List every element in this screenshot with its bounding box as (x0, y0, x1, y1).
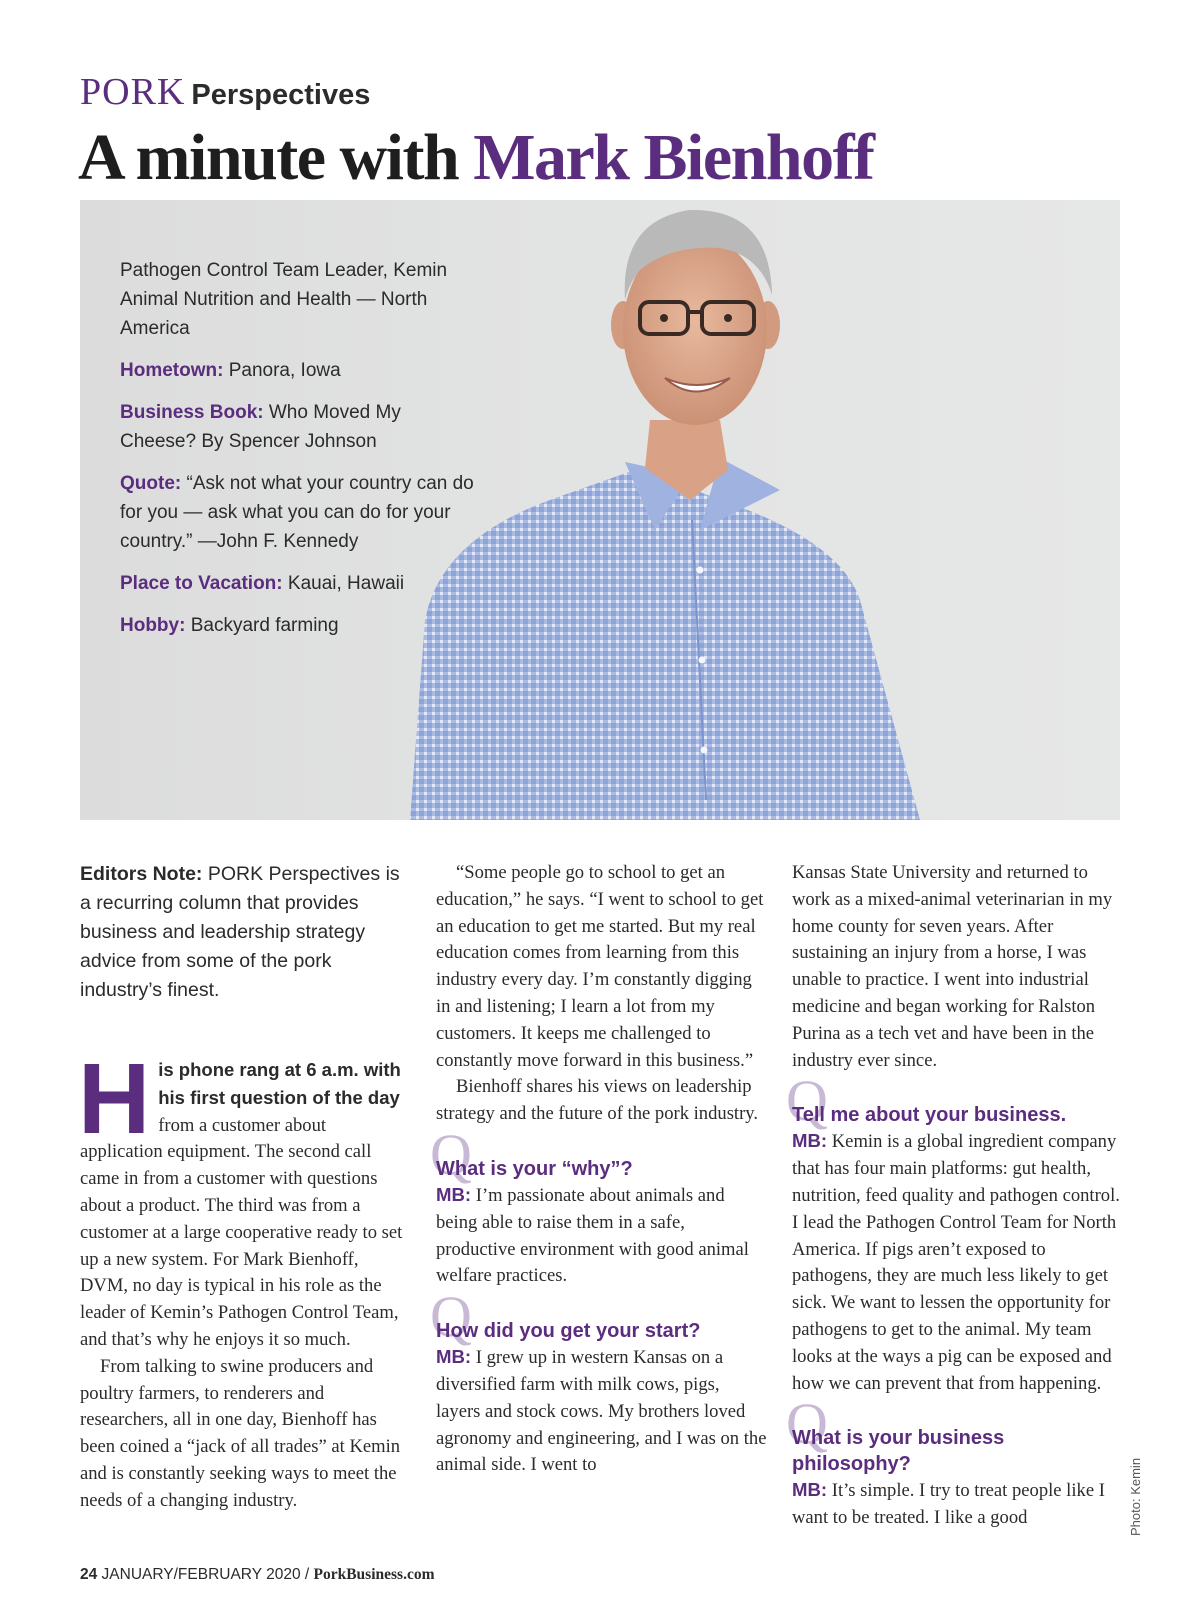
answer-1-text: I’m passionate about animals and being able to raise them in a safe, productive environment with good animal welfare practices. (436, 1184, 749, 1287)
mb-label: MB: (436, 1346, 472, 1368)
answer-2-text: I grew up in western Kansas on a diversified farm with milk cows, pigs, layers and stock cows. My brothers loved agronomy and engineering, and I was on the animal side. I went to (436, 1347, 767, 1476)
article-title (78, 120, 874, 196)
book-value: Who Moved My Cheese? By Spencer Johnson (120, 402, 401, 452)
title-lead: A minute with (78, 121, 474, 194)
answer-2-continued: Kansas State University and returned to work as a mixed-animal veterinarian in my home county for seven years. After sustaining an injury from a horse, I was unable to practice. I went into industrial medicine and began working for Ralston Purina as a tech vet and have been in the industry ever since. (792, 862, 1113, 1071)
page-footer (80, 1566, 434, 1584)
book-label: Business Book: (120, 402, 264, 423)
answer-2 (436, 1344, 768, 1479)
q-mark-icon: Q (430, 1284, 472, 1350)
q-mark-icon: Q (786, 1391, 828, 1457)
answer-4 (792, 1477, 1122, 1532)
lead-in: is phone rang at 6 a.m. with his first question of the day (158, 1059, 401, 1108)
vacation-value: Kauai, Hawaii (282, 573, 405, 594)
q-mark-icon: Q (786, 1068, 828, 1134)
section-name: Perspectives (191, 79, 371, 111)
profile-quote (120, 469, 480, 556)
portrait-photo (80, 200, 1120, 820)
issue-date: JANUARY/FEBRUARY 2020 / (97, 1566, 314, 1583)
photo-credit: Photo: Kemin (1128, 1457, 1143, 1536)
answer-1 (436, 1182, 768, 1290)
mb-label: MB: (436, 1183, 472, 1205)
question-1 (430, 1121, 768, 1187)
question-3-text: Tell me about your business. (792, 1104, 1067, 1127)
question-2 (430, 1284, 768, 1350)
question-4 (786, 1391, 1122, 1477)
mb-label: MB: (792, 1479, 828, 1501)
profile-hometown (120, 356, 480, 385)
mb-label: MB: (792, 1130, 828, 1152)
section-header (80, 70, 370, 114)
vacation-label: Place to Vacation: (120, 573, 283, 594)
article-column-3 (786, 860, 1122, 1532)
editor-note (80, 860, 410, 1005)
paragraph-3: “Some people go to school to get an education,” he says. “I went to school to get an education to get me started. But my real education comes from learning from this industry every day. I’m constantly digging in and listening; I learn a lot from my customers. It keeps me challenged to constantly move forward in this business.” (436, 862, 764, 1071)
hometown-label: Hometown: (120, 360, 224, 381)
answer-3 (792, 1128, 1122, 1397)
profile-hobby (120, 611, 480, 640)
q-mark-icon: Q (430, 1121, 472, 1187)
profile-vacation (120, 569, 480, 598)
profile-book (120, 398, 480, 456)
paragraph-1-text: from a customer about application equipment. The second call came in from a customer with questions about a product. The third was from a customer at a large cooperative ready to set up a new system. For Mark Bienhoff, DVM, no day is typical in his role as the leader of Kemin’s Pathogen Control Team, and that’s why he enjoys it so much. (80, 1114, 403, 1350)
paragraph-2: From talking to swine producers and poultry farmers, to renderers and researchers, all in one day, Bienhoff has been coined a “jack of all trades” at Kemin and is constantly seeking ways to meet the needs of a changing industry. (80, 1355, 401, 1511)
hobby-value: Backyard farming (185, 615, 339, 636)
website-link[interactable]: PorkBusiness.com (313, 1566, 435, 1583)
profile-role: Pathogen Control Team Leader, Kemin Animal Nutrition and Health — North America (120, 260, 448, 339)
editor-note-text: PORK Perspectives is a recurring column that provides business and leadership strategy advice from some of the pork industry’s finest. (80, 863, 400, 1001)
question-2-text: How did you get your start? (436, 1320, 701, 1343)
answer-4-text: It’s simple. I try to treat people like I want to be treated. I like a good (792, 1480, 1105, 1529)
page-number: 24 (80, 1566, 98, 1583)
profile-box (120, 256, 480, 653)
question-1-text: What is your “why”? (436, 1157, 633, 1180)
quote-value: “Ask not what your country can do for you — ask what you can do for your country.” —John F. Kennedy (120, 473, 474, 552)
article-intro (78, 1043, 410, 1354)
hometown-value: Panora, Iowa (223, 360, 341, 381)
editor-note-label: Editors Note: (80, 863, 203, 885)
answer-3-text: Kemin is a global ingredient company that has four main platforms: gut health, nutrition, feed quality and pathogen control. I lead the Pathogen Control Team for North America. If pigs aren’t exposed to pathogens, they are much less likely to get sick. We want to lessen the opportunity for pathogens to get to the animal. My team looks at the ways a pig can be exposed and how we can prevent that from happening. (792, 1131, 1120, 1394)
hobby-label: Hobby: (120, 615, 186, 636)
question-3 (786, 1068, 1122, 1134)
paragraph-4: Bienhoff shares his views on leadership strategy and the future of the pork industry. (436, 1076, 759, 1125)
article-column-1 (80, 860, 410, 1515)
drop-cap: H (78, 1043, 151, 1155)
section-brand: PORK (80, 71, 186, 113)
article-column-2 (430, 860, 768, 1479)
title-name: Mark Bienhoff (473, 121, 874, 194)
question-4-text: What is your business philosophy? (792, 1427, 1005, 1476)
quote-label: Quote: (120, 473, 182, 494)
